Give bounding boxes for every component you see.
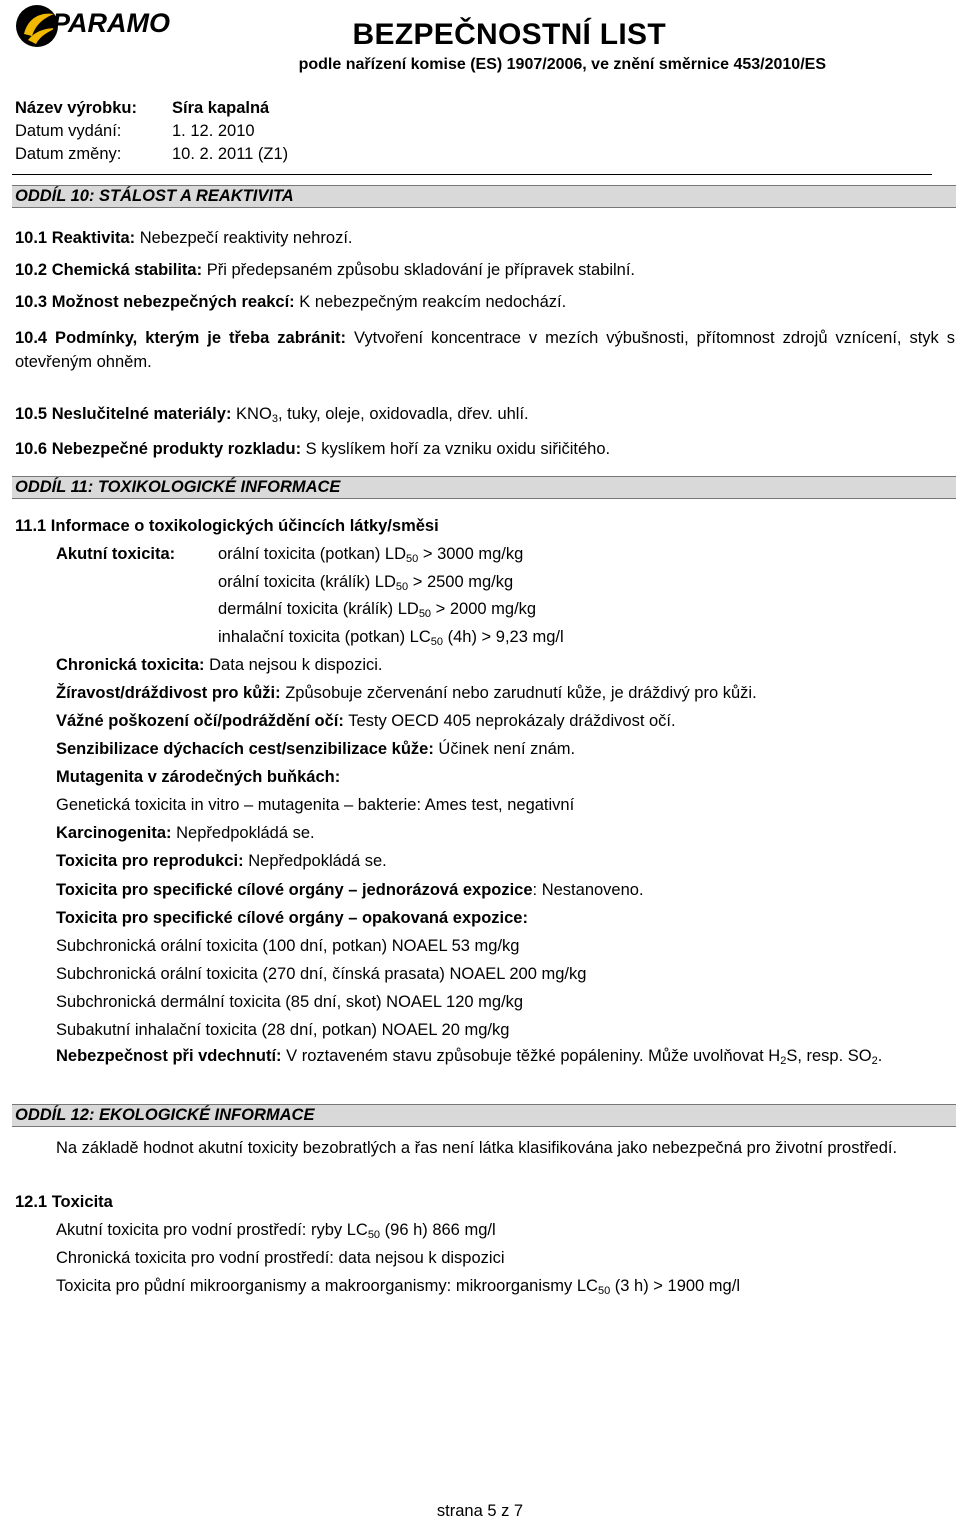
acute-toxicity-value: inhalační toxicita (potkan) $LC_{50}$ (4h) > 9,23 mg/l (218, 628, 564, 648)
item-12-1-title: 12.1 Toxicita (15, 1193, 113, 1211)
eye-damage: Vážné poškození očí/podráždění očí: Testy OECD 405 neprokázaly dráždivost očí. (56, 712, 676, 730)
page-number: strana 5 z 7 (436, 1502, 524, 1520)
soil-toxicity: Toxicita pro půdní mikroorganismy a makroorganismy: mikroorganismy $LC_{50}$ (3 h) > 1900 mg/l (56, 1277, 740, 1297)
item-10-3: 10.3 Možnost nebezpečných reakcí: K nebezpečným reakcím nedochází. (15, 293, 567, 311)
eco-intro: Na základě hodnot akutní toxicity bezobratlých a řas není látka klasifikována jako nebezpečná pro životní prostředí. (56, 1139, 898, 1157)
section-10-title: ODDÍL 10: STÁLOST A REAKTIVITA (15, 187, 294, 205)
product-name-label: Název výrobku: (15, 99, 137, 117)
product-name-value: Síra kapalná (172, 99, 270, 117)
section-12-title: ODDÍL 12: EKOLOGICKÉ INFORMACE (15, 1106, 315, 1124)
mutagenicity-label: Mutagenita v zárodečných buňkách: (56, 768, 341, 786)
item-10-4: 10.4 Podmínky, kterým je třeba zabránit: Vytvoření koncentrace v mezích výbušnosti, přítomnost zdrojů vznícení, styk s otevřeným ohněm. (15, 329, 955, 371)
logo-text: PARAMO (52, 8, 170, 38)
item-11-1-title: 11.1 Informace o toxikologických účincích látky/směsi (15, 517, 439, 535)
change-date-label: Datum změny: (15, 145, 122, 163)
repeated-toxicity-item: Subakutní inhalační toxicita (28 dní, potkan) NOAEL 20 mg/kg (56, 1021, 510, 1039)
item-10-2: 10.2 Chemická stabilita: Při předepsaném způsobu skladování je přípravek stabilní. (15, 261, 636, 279)
repeated-toxicity-item: Subchronická orální toxicita (270 dní, čínská prasata) NOAEL 200 mg/kg (56, 965, 587, 983)
section-10-header (12, 185, 956, 208)
repeated-toxicity-item: Subchronická orální toxicita (100 dní, potkan) NOAEL 53 mg/kg (56, 937, 520, 955)
aquatic-chronic: Chronická toxicita pro vodní prostředí: data nejsou k dispozici (56, 1249, 505, 1267)
skin-corrosion: Žíravost/dráždivost pro kůži: Způsobuje zčervenání nebo zarudnutí kůže, je dráždivý pro kůži. (56, 684, 757, 702)
document-subtitle: podle nařízení komise (ES) 1907/2006, ve znění směrnice 453/2010/ES (298, 56, 826, 73)
acute-toxicity-label: Akutní toxicita: (56, 545, 176, 563)
item-10-1: 10.1 Reaktivita: Nebezpečí reaktivity nehrozí. (15, 229, 353, 247)
issue-date-value: 1. 12. 2010 (172, 122, 255, 140)
mutagenicity-text: Genetická toxicita in vitro – mutagenita – bakterie: Ames test, negativní (56, 796, 575, 814)
section-11-header (12, 476, 956, 499)
aquatic-acute: Akutní toxicita pro vodní prostředí: ryby $LC_{50}$ (96 h) 866 mg/l (56, 1221, 496, 1241)
repeated-toxicity-item: Subchronická dermální toxicita (85 dní, skot) NOAEL 120 mg/kg (56, 993, 524, 1011)
acute-toxicity-value: orální toxicita (králík) $LD_{50} > 2500$ mg/kg (218, 573, 514, 593)
sensitization: Senzibilizace dýchacích cest/senzibilizace kůže: Účinek není znám. (56, 740, 576, 758)
paramo-logo (14, 2, 204, 50)
item-10-6: 10.6 Nebezpečné produkty rozkladu: S kyslíkem hoří za vzniku oxidu siřičitého. (15, 440, 611, 458)
reproductive-toxicity: Toxicita pro reprodukci: Nepředpokládá se. (56, 852, 387, 870)
carcinogenicity: Karcinogenita: Nepředpokládá se. (56, 824, 315, 842)
document-title: BEZPEČNOSTNÍ LIST (352, 18, 666, 51)
aspiration-hazard: Nebezpečnost při vdechnutí: V roztaveném stavu způsobuje těžké popáleniny. Může uvolňovat $H_2S$, resp. $SO_2$. (56, 1047, 883, 1067)
chronic-toxicity: Chronická toxicita: Data nejsou k dispozici. (56, 656, 383, 674)
stot-repeated-label: Toxicita pro specifické cílové orgány – opakovaná expozice: (56, 909, 528, 927)
stot-single: Toxicita pro specifické cílové orgány – jednorázová expozice: Nestanoveno. (56, 881, 644, 899)
issue-date-label: Datum vydání: (15, 122, 122, 140)
change-date-value: 10. 2. 2011 (Z1) (172, 145, 289, 163)
section-12-header (12, 1104, 956, 1127)
header-divider (12, 174, 932, 175)
item-10-5: 10.5 Neslučitelné materiály: $KNO_3$, tuky, oleje, oxidovadla, dřev. uhlí. (15, 405, 529, 425)
section-11-title: ODDÍL 11: TOXIKOLOGICKÉ INFORMACE (15, 478, 341, 496)
acute-toxicity-value: orální toxicita (potkan) $LD_{50} > 3000$ mg/kg (218, 545, 524, 565)
acute-toxicity-value: dermální toxicita (králík) $LD_{50} > 2000$ mg/kg (218, 600, 537, 620)
